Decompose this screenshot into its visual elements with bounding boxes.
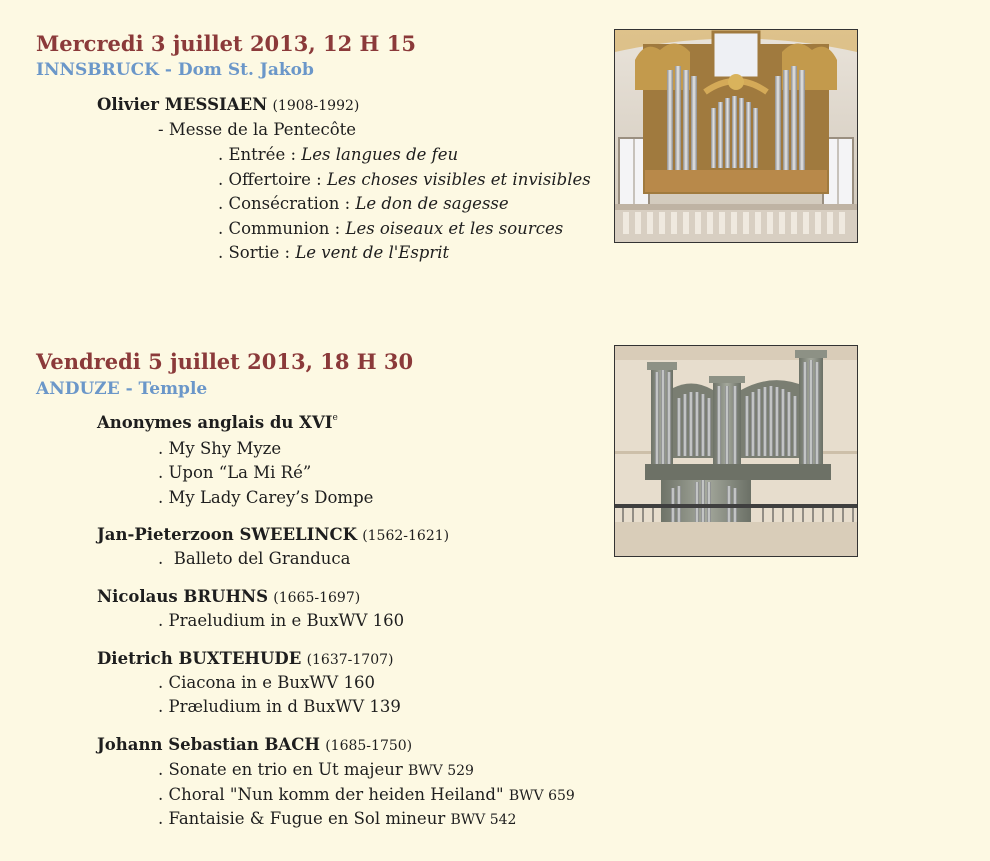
composer-years: (1665-1697) — [273, 590, 361, 606]
composer-sweelinck — [97, 527, 449, 544]
work-item: . My Shy Myze — [158, 439, 282, 458]
concert-2-venue: ANDUZE - Temple — [36, 379, 208, 399]
bwv-number: BWV 659 — [508, 788, 575, 804]
movement-label: . Entrée : — [218, 145, 297, 164]
organ-illustration — [615, 30, 857, 242]
century-superscript: e — [332, 413, 338, 423]
composer-name: Anonymes anglais du XVI — [97, 413, 333, 432]
composer-years: (1908-1992) — [272, 98, 360, 114]
work-item: . Upon “La Mi Ré” — [158, 463, 312, 482]
concert-1-venue: INNSBRUCK - Dom St. Jakob — [36, 60, 314, 80]
composer-bach — [97, 737, 412, 754]
composer-name: Jan-Pieterzoon SWEELINCK — [97, 525, 357, 544]
organ-illustration — [615, 346, 857, 556]
movement-item — [218, 147, 458, 164]
movement-title: Les choses visibles et invisibles — [326, 170, 591, 189]
movement-item — [218, 196, 509, 213]
composer-years: (1637-1707) — [306, 652, 394, 668]
work-title: . Sonate en trio en Ut majeur — [158, 760, 403, 779]
movement-label: . Offertoire : — [218, 170, 322, 189]
composer-name: Nicolaus BRUHNS — [97, 587, 269, 606]
movement-label: . Communion : — [218, 219, 341, 238]
work-item: . Balleto del Granduca — [158, 549, 351, 568]
composer-name: Dietrich BUXTEHUDE — [97, 649, 302, 668]
work-title: . Fantaisie & Fugue en Sol mineur — [158, 809, 446, 828]
concert-1-date: Mercredi 3 juillet 2013, 12 H 15 — [36, 31, 416, 56]
movement-title: Le don de sagesse — [355, 194, 509, 213]
movement-item — [218, 245, 449, 262]
composer-years: (1685-1750) — [325, 738, 413, 754]
anduze-organ-photo — [614, 345, 858, 557]
movement-item — [218, 172, 591, 189]
work-item — [158, 811, 516, 828]
concert-2-date: Vendredi 5 juillet 2013, 18 H 30 — [36, 349, 414, 374]
movement-title: Les langues de feu — [301, 145, 459, 164]
movement-title: Le vent de l'Esprit — [295, 243, 450, 262]
work-item — [158, 787, 575, 804]
bwv-number: BWV 542 — [450, 812, 517, 828]
composer-buxtehude — [97, 651, 393, 668]
movement-title: Les oiseaux et les sources — [345, 219, 564, 238]
composer-name: Johann Sebastian BACH — [97, 735, 320, 754]
work-title: - Messe de la Pentecôte — [158, 120, 357, 139]
work-item — [158, 762, 474, 779]
work-item: . Ciacona in e BuxWV 160 — [158, 673, 375, 692]
movement-label: . Consécration : — [218, 194, 351, 213]
composer-years: (1562-1621) — [362, 528, 450, 544]
movement-label: . Sortie : — [218, 243, 291, 262]
composer-anonymous — [97, 415, 338, 432]
bwv-number: BWV 529 — [408, 763, 474, 779]
innsbruck-organ-photo — [614, 29, 858, 243]
movement-item — [218, 221, 563, 238]
composer-messiaen — [97, 97, 359, 114]
composer-name: Olivier MESSIAEN — [97, 95, 268, 114]
composer-bruhns — [97, 589, 360, 606]
work-item: . My Lady Carey’s Dompe — [158, 488, 374, 507]
work-title: . Choral "Nun komm der heiden Heiland" — [158, 785, 504, 804]
work-item: . Praeludium in e BuxWV 160 — [158, 611, 405, 630]
work-item: . Præludium in d BuxWV 139 — [158, 697, 401, 716]
